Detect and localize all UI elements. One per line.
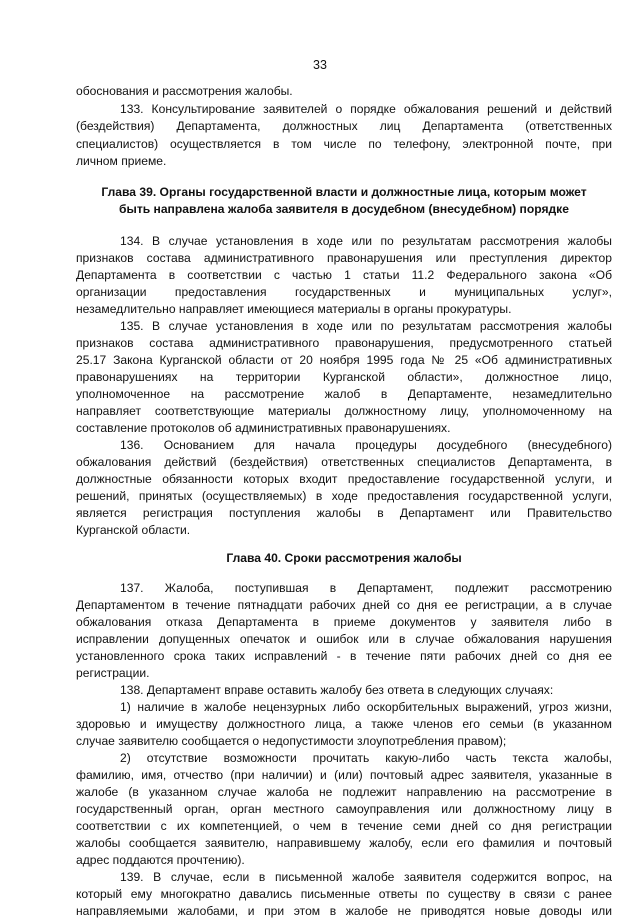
- chapter-heading: Глава 40. Сроки рассмотрения жалобы: [226, 551, 462, 565]
- text-line: случае заявителю сообщается о недопустимости злоупотребления правом);: [76, 734, 507, 748]
- chapter-heading: Глава 39. Органы государственной власти и должностные лица, которым может: [101, 185, 587, 199]
- text-line: Департамента в соответствии с частью 1 статьи 11.2 Федерального закона «Об: [76, 268, 612, 282]
- text-line: признаков состава административного правонарушения, предусмотренного статьей: [76, 336, 612, 350]
- text-line: является регистрация поступления жалобы в Департамент или Правительство: [76, 506, 612, 520]
- page-number: 33: [313, 58, 327, 72]
- text-line: жалобе (в указанном случае жалоба не подлежит направлению на рассмотрение в: [76, 785, 612, 799]
- text-line: личном приеме.: [76, 154, 167, 168]
- text-line: решений, принятых (осуществляемых) в ходе предоставления государственной услуги,: [76, 489, 612, 503]
- text-line: направляет соответствующие материалы должностному лицу, уполномоченному на: [76, 404, 612, 418]
- text-line: (бездействия) Департамента, должностных лиц Департамента (ответственных: [76, 119, 612, 133]
- chapter-heading: быть направлена жалоба заявителя в досудебном (внесудебном) порядке: [119, 202, 569, 216]
- text-line: правонарушениях на территории Курганской области», должностное лицо,: [76, 370, 612, 384]
- text-line: Курганской области.: [76, 523, 191, 537]
- text-line: установленного срока таких исправлений - в течение пяти рабочих дней со дня ее: [76, 649, 612, 663]
- text-line: должностные обязанности которых входит предоставление государственной услуги, и: [76, 472, 612, 486]
- text-line: фамилию, имя, отчество (при наличии) и (или) почтовый адрес заявителя, указанные в: [76, 768, 612, 782]
- text-line: организации предоставления государственных и муниципальных услуг»,: [76, 285, 612, 299]
- text-line: адрес поддаются прочтению).: [76, 853, 245, 867]
- text-line: 135. В случае установления в ходе или по результатам рассмотрения жалобы: [120, 319, 612, 333]
- text-line: регистрации.: [76, 666, 150, 680]
- text-line: 133. Консультирование заявителей о порядке обжалования решений и действий: [120, 102, 612, 116]
- text-line: незамедлительно направляет имеющиеся материалы в органы прокуратуры.: [76, 302, 512, 316]
- text-line: обжалования отказа Департамента в приеме документов у заявителя либо в: [76, 615, 612, 629]
- text-line: 137. Жалоба, поступившая в Департамент, подлежит рассмотрению: [120, 581, 612, 595]
- text-line: 134. В случае установления в ходе или по результатам рассмотрения жалобы: [120, 234, 612, 248]
- text-line: направляемыми жалобами, и при этом в жалобе не приводятся новые доводы или: [76, 904, 612, 918]
- text-line: 136. Основанием для начала процедуры досудебного (внесудебного): [120, 438, 612, 452]
- text-line: исправлении допущенных опечаток и ошибок или в случае обжалования нарушения: [76, 632, 612, 646]
- text-line: 2) отсутствие возможности прочитать какую-либо часть текста жалобы,: [120, 751, 612, 765]
- text-line: 138. Департамент вправе оставить жалобу без ответа в следующих случаях:: [120, 683, 554, 697]
- text-line: 25.17 Закона Курганской области от 20 ноября 1995 года № 25 «Об административных: [76, 353, 612, 367]
- text-line: 1) наличие в жалобе нецензурных либо оскорбительных выражений, угроз жизни,: [120, 700, 612, 714]
- text-line: составление протоколов об административных правонарушениях.: [76, 421, 451, 435]
- text-line: обжалования действий (бездействия) ответственных специалистов Департамента, в: [76, 455, 612, 469]
- text-line: признаков состава административного правонарушения или преступления директор: [76, 251, 612, 265]
- text-line: соответствии с их компетенцией, о чем в течение семи дней со дня регистрации: [76, 819, 612, 833]
- text-line: уполномоченное на рассмотрение жалоб в Департаменте, незамедлительно: [76, 387, 612, 401]
- text-line: жалобы сообщается заявителю, направившему жалобу, если его фамилия и почтовый: [76, 836, 612, 850]
- text-line: здоровью и имуществу должностного лица, а также членов его семьи (в указанном: [76, 717, 612, 731]
- text-line: обоснования и рассмотрения жалобы.: [76, 84, 293, 98]
- text-line: специалистов) осуществляется в том числе по телефону, электронной почте, при: [76, 137, 612, 151]
- text-line: государственный орган, орган местного самоуправления или должностному лицу в: [76, 802, 612, 816]
- text-line: 139. В случае, если в письменной жалобе заявителя содержится вопрос, на: [120, 870, 612, 884]
- text-line: Департаментом в течение пятнадцати рабочих дней со дня ее регистрации, а в случае: [76, 598, 612, 612]
- text-line: который ему многократно давались письменные ответы по существу в связи с ранее: [76, 887, 612, 901]
